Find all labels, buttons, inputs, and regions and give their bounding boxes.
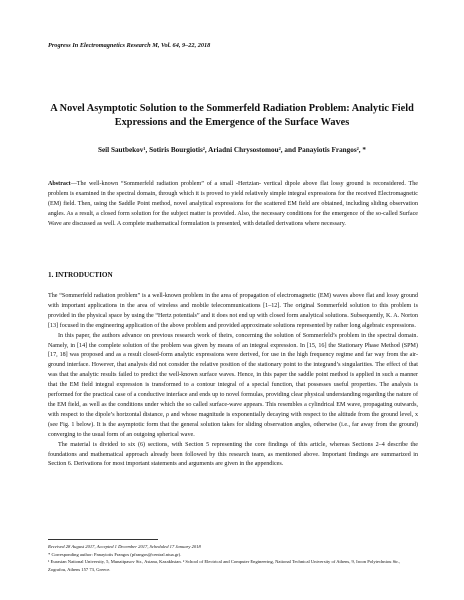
paragraph: The “Sommerfeld radiation problem” is a well-known problem in the area of propagation of electromagnetic (EM) waves above flat and lossy ground with important applications in the area of wireless and mobile telecommunications [1–12]. The original Sommerfeld solution to this problem is provided in the physical space by using the “Hertz potentials” and it does not end up with closed form analytical solutions. Subsequently, K. A. Norton [13] focused in the engineering application of the above problem and provided approximate solutions represented by rather long algebraic expressions. <box>48 293 418 329</box>
paragraph: The material is divided to six (6) sections, with Section 5 representing the core findings of this article, whereas Sections 2–4 describe the foundations and mathematical approach already been followed by this research team, as mentioned above. Important findings are summarized in Section 6. Derivations for most important statements and arguments are given in the appendices. <box>48 441 418 468</box>
journal-header: Progress In Electromagnetics Research M, Vol. 64, 9–22, 2018 <box>48 42 211 49</box>
footnotes <box>48 543 418 573</box>
author-list: Seil Sautbekov¹, Sotiris Bourgiotis², Ariadni Chrysostomou², and Panayiotis Frangos², * <box>97 146 366 154</box>
received-dates: Received 28 August 2017, Accepted 1 December 2017, Scheduled 17 January 2018 <box>48 544 201 549</box>
abstract-label: Abstract <box>48 181 71 187</box>
abstract <box>48 180 418 230</box>
paragraph: In this paper, the authors advance on previous research work of theirs, concerning the solution of Sommerfeld’s problem in the spectral domain. Namely, in [14] the complete solution of the problem was given by means of an integral expression. In [15, 16] the Stationary Phase Method (SPM) [17, 18] was proposed and as a result closed-form analytic expressions were derived, for use in the high frequency regime and far way from the air-ground interface. However, that analysis did not consider the relative position of the stationary point to the integrand’s singularities. The effect of that was that the analytic results failed to predict the well-known surface waves. Hence, in this paper the saddle point method is applied in such a manner that the EM field integral expression is transformed to a contour integral of a special function, that possesses useful properties. The analysis is performed for the practical case of a conductive interface and ends up to novel formulas, providing clear physical understanding regarding the nature of the EM field, as well as the conditions under which the so called surface-wave appears. This resembles a cylindrical EM wave, propagating outwards, with respect to the dipole’s horizontal distance, ρ and whose magnitude is exponentially decaying with respect to the altitude from the ground level, x (see Fig. 1 below). It is the asymptotic form that the general solution takes for sliding observation angles, otherwise (i.e., far away from the ground) converging to the usual form of an outgoing spherical wave. <box>48 332 418 438</box>
affiliations-note: ¹ Eurasian National University, 5, Munaitpasov Str., Astana, Kazakhstan. ² School of Electrical and Computer Engineering, National Technical University of Athens, 9, Iroon Polytechniou Str., Zografou, Athens 157 73, Greece. <box>48 559 400 572</box>
paper-title: A Novel Asymptotic Solution to the Sommerfeld Radiation Problem: Analytic Field Expressions and the Emergence of the Surface Waves <box>50 103 414 128</box>
section-heading: 1. INTRODUCTION <box>48 271 113 279</box>
abstract-text: —The well-known “Sommerfeld radiation problem” of a small -Hertzian- vertical dipole above flat lossy ground is reconsidered. The problem is examined in the spectral domain, through which it is proved to yield relatively simple integral expressions for the received Electromagnetic (EM) field. Then, using the Saddle Point method, novel analytical expressions for the scattered EM field are obtained, including sliding observation angles. As a result, a closed form solution for the subject matter is provided. Also, the necessary conditions for the emergence of the so-called Surface Wave are discussed as well. A complete mathematical formulation is presented, with detailed derivations where necessary. <box>48 181 418 227</box>
corresponding-author-note: * Corresponding author: Panayiotis Frangos (pfrangos@central.ntua.gr). <box>48 551 182 557</box>
introduction-body <box>48 292 418 470</box>
footnote-divider <box>48 539 158 540</box>
